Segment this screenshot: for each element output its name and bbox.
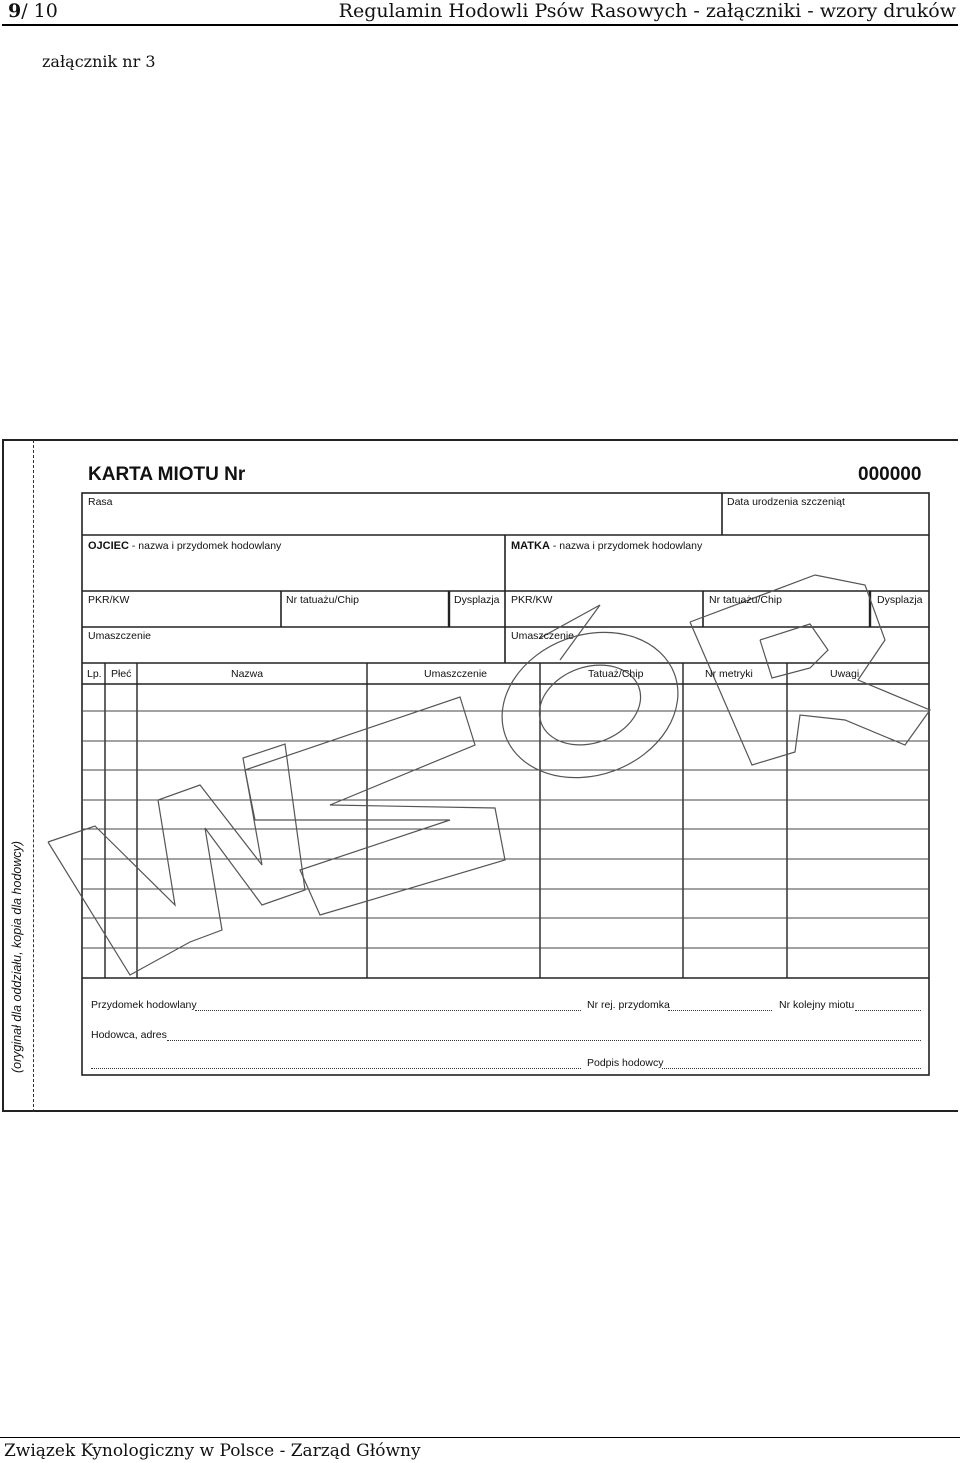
col-header-no: Lp. [87,668,102,680]
father-coat-label: Umaszczenie [88,630,152,642]
litter-number-line [855,1010,921,1011]
card-title: KARTA MIOTU Nr [88,464,246,485]
col-header-notes: Uwagi [830,668,860,680]
document-title: Regulamin Hodowli Psów Rasowych - załączniki - wzory druków [338,0,956,22]
page-number: 9/ 10 [8,0,58,22]
col-header-coat: Umaszczenie [424,668,488,680]
mother-coat-label: Umaszczenie [511,630,575,642]
organization-footer: Związek Kynologiczny w Polsce - Zarząd Główny [4,1441,421,1461]
father-pkr-label: PKR/KW [88,594,130,606]
reg-number-line [668,1010,772,1011]
breed-label: Rasa [88,496,113,508]
mother-label: MATKA - nazwa i przydomek hodowlany [511,540,703,552]
footer-divider [0,1437,960,1438]
breeder-address-label: Hodowca, adres [91,1029,167,1041]
birth-date-label: Data urodzenia szczeniąt [727,496,845,508]
reg-number-label: Nr rej. przydomka [587,999,670,1011]
father-label: OJCIEC - nazwa i przydomek hodowlany [88,540,282,552]
breeder-address-line-2 [91,1068,581,1069]
breeder-address-line [167,1040,921,1041]
col-header-sex: Płeć [111,668,132,680]
mother-tattoo-label: Nr tatuażu/Chip [709,594,782,606]
attachment-label: załącznik nr 3 [42,52,156,71]
father-tattoo-label: Nr tatuażu/Chip [286,594,359,606]
breeder-signature-label: Podpis hodowcy [587,1057,664,1069]
breeder-signature-line [662,1068,921,1069]
kennel-prefix-label: Przydomek hodowlany [91,999,197,1011]
father-dysplasia-label: Dysplazja [454,594,500,606]
col-header-name: Nazwa [231,668,264,680]
watermark-outline [48,575,930,975]
mother-pkr-label: PKR/KW [511,594,553,606]
litter-number-label: Nr kolejny miotu [779,999,855,1011]
col-header-chip: Tatuaż/Chip [588,668,644,680]
kennel-prefix-line [195,1010,581,1011]
card-number: 000000 [858,464,922,485]
col-header-pedigree: Nr metryki [705,668,753,680]
mother-dysplasia-label: Dysplazja [877,594,923,606]
